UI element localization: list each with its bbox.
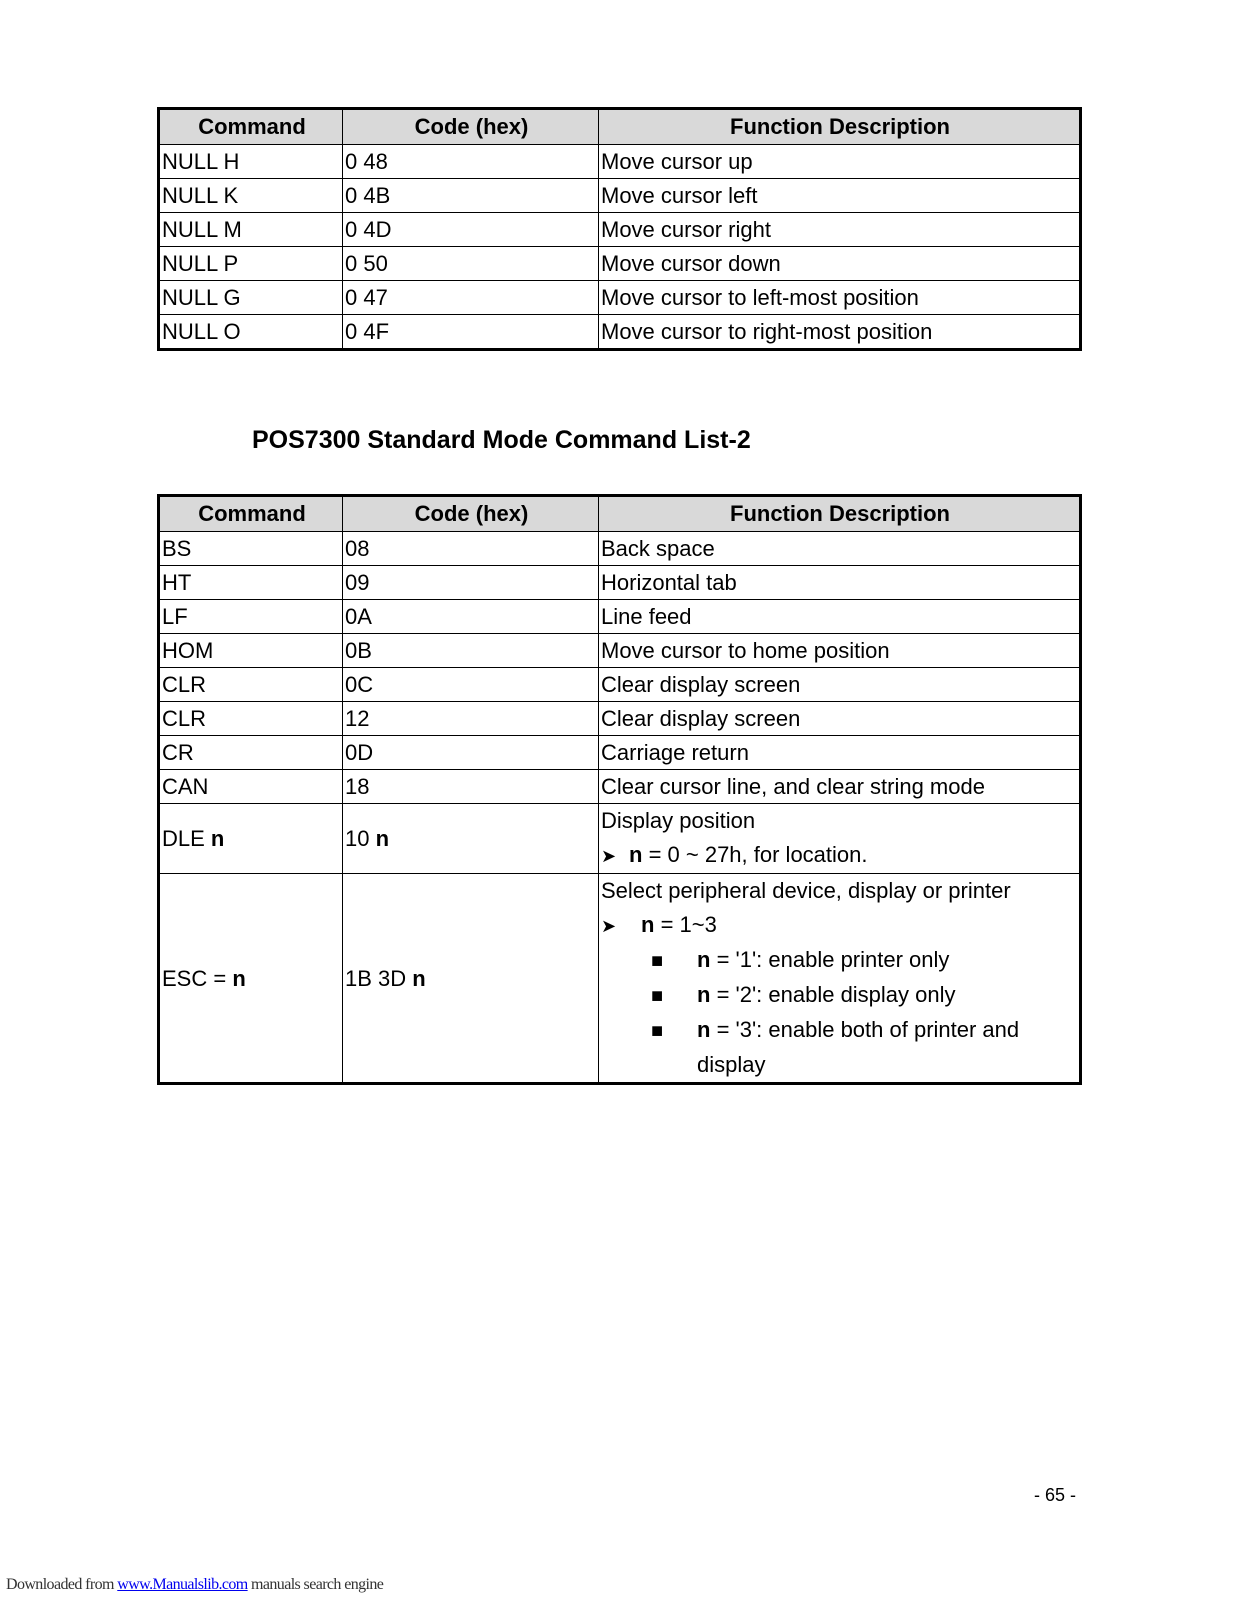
dle-description: Display position (601, 808, 756, 833)
cell-description: Move cursor to right-most position (599, 315, 1081, 350)
cell-code: 0 48 (343, 145, 599, 179)
table-row (159, 315, 1081, 350)
manualslib-link[interactable]: www.Manualslib.com (117, 1576, 248, 1593)
table-header-row (159, 496, 1081, 532)
cell-command: HT (159, 566, 343, 600)
cell-command: LF (159, 600, 343, 634)
table-row (159, 634, 1081, 668)
cell-command: ESC = n (159, 874, 343, 1084)
cell-command: NULL G (159, 281, 343, 315)
cell-code: 08 (343, 532, 599, 566)
header-description: Function Description (599, 496, 1081, 532)
cell-description: Move cursor to home position (599, 634, 1081, 668)
header-code: Code (hex) (343, 496, 599, 532)
table-row (159, 213, 1081, 247)
download-footer: Downloaded from www.Manualslib.com manuals search engine (6, 1576, 384, 1593)
cell-command: CR (159, 736, 343, 770)
cell-description: Move cursor right (599, 213, 1081, 247)
cell-description: Carriage return (599, 736, 1081, 770)
cell-code: 18 (343, 770, 599, 804)
cell-command: NULL M (159, 213, 343, 247)
cell-code: 0 50 (343, 247, 599, 281)
cell-code: 0B (343, 634, 599, 668)
cell-command: BS (159, 532, 343, 566)
header-command: Command (159, 496, 343, 532)
cell-code: 10 n (343, 804, 599, 874)
arrow-bullet-icon: ➤ (601, 916, 617, 936)
cell-code: 1B 3D n (343, 874, 599, 1084)
cell-command: NULL K (159, 179, 343, 213)
square-bullet-icon: ■ (651, 950, 664, 972)
square-bullet-icon: ■ (651, 1020, 664, 1042)
cell-command: NULL P (159, 247, 343, 281)
page-number: - 65 - (1034, 1485, 1077, 1505)
table-row (159, 247, 1081, 281)
table-row-esc (159, 874, 1081, 1084)
cell-code: 0A (343, 600, 599, 634)
cell-description: Clear display screen (599, 702, 1081, 736)
cell-code: 0 4F (343, 315, 599, 350)
arrow-bullet-icon: ➤ (601, 846, 617, 866)
cell-description: Display position ➤ n = 0 ~ 27h, for location. (599, 804, 1081, 874)
cell-description: Move cursor left (599, 179, 1081, 213)
cell-command: DLE n (159, 804, 343, 874)
table-row (159, 702, 1081, 736)
cell-description: Line feed (599, 600, 1081, 634)
cell-code: 0 4B (343, 179, 599, 213)
cell-command: HOM (159, 634, 343, 668)
cell-description: Back space (599, 532, 1081, 566)
command-table-1 (157, 107, 1082, 351)
command-table-2 (157, 494, 1082, 1085)
header-code: Code (hex) (343, 109, 599, 145)
table-row (159, 179, 1081, 213)
cell-code: 0 47 (343, 281, 599, 315)
cell-description: Move cursor up (599, 145, 1081, 179)
cell-description: Horizontal tab (599, 566, 1081, 600)
cell-code: 0 4D (343, 213, 599, 247)
table-row-dle (159, 804, 1081, 874)
table-row (159, 736, 1081, 770)
table-row (159, 145, 1081, 179)
section-heading: POS7300 Standard Mode Command List-2 (252, 426, 751, 454)
cell-code: 09 (343, 566, 599, 600)
cell-description: Clear cursor line, and clear string mode (599, 770, 1081, 804)
table-row (159, 281, 1081, 315)
table-row (159, 566, 1081, 600)
cell-description: Move cursor down (599, 247, 1081, 281)
header-description: Function Description (599, 109, 1081, 145)
cell-code: 0D (343, 736, 599, 770)
header-command: Command (159, 109, 343, 145)
table-header-row (159, 109, 1081, 145)
esc-continuation: display (697, 1052, 766, 1077)
cell-description: Select peripheral device, display or printer ➤ n = 1~3 ■ n = '1': enable printer only ■ n = '2': enable display only ■ n = '3': enable both of printer and display (599, 874, 1081, 1084)
table-row (159, 532, 1081, 566)
cell-command: NULL H (159, 145, 343, 179)
cell-command: CLR (159, 668, 343, 702)
cell-command: CAN (159, 770, 343, 804)
square-bullet-icon: ■ (651, 985, 664, 1007)
table-row (159, 770, 1081, 804)
cell-code: 0C (343, 668, 599, 702)
cell-description: Clear display screen (599, 668, 1081, 702)
esc-description: Select peripheral device, display or printer (601, 878, 1011, 903)
table-row (159, 668, 1081, 702)
cell-command: CLR (159, 702, 343, 736)
cell-description: Move cursor to left-most position (599, 281, 1081, 315)
table-row (159, 600, 1081, 634)
cell-code: 12 (343, 702, 599, 736)
cell-command: NULL O (159, 315, 343, 350)
